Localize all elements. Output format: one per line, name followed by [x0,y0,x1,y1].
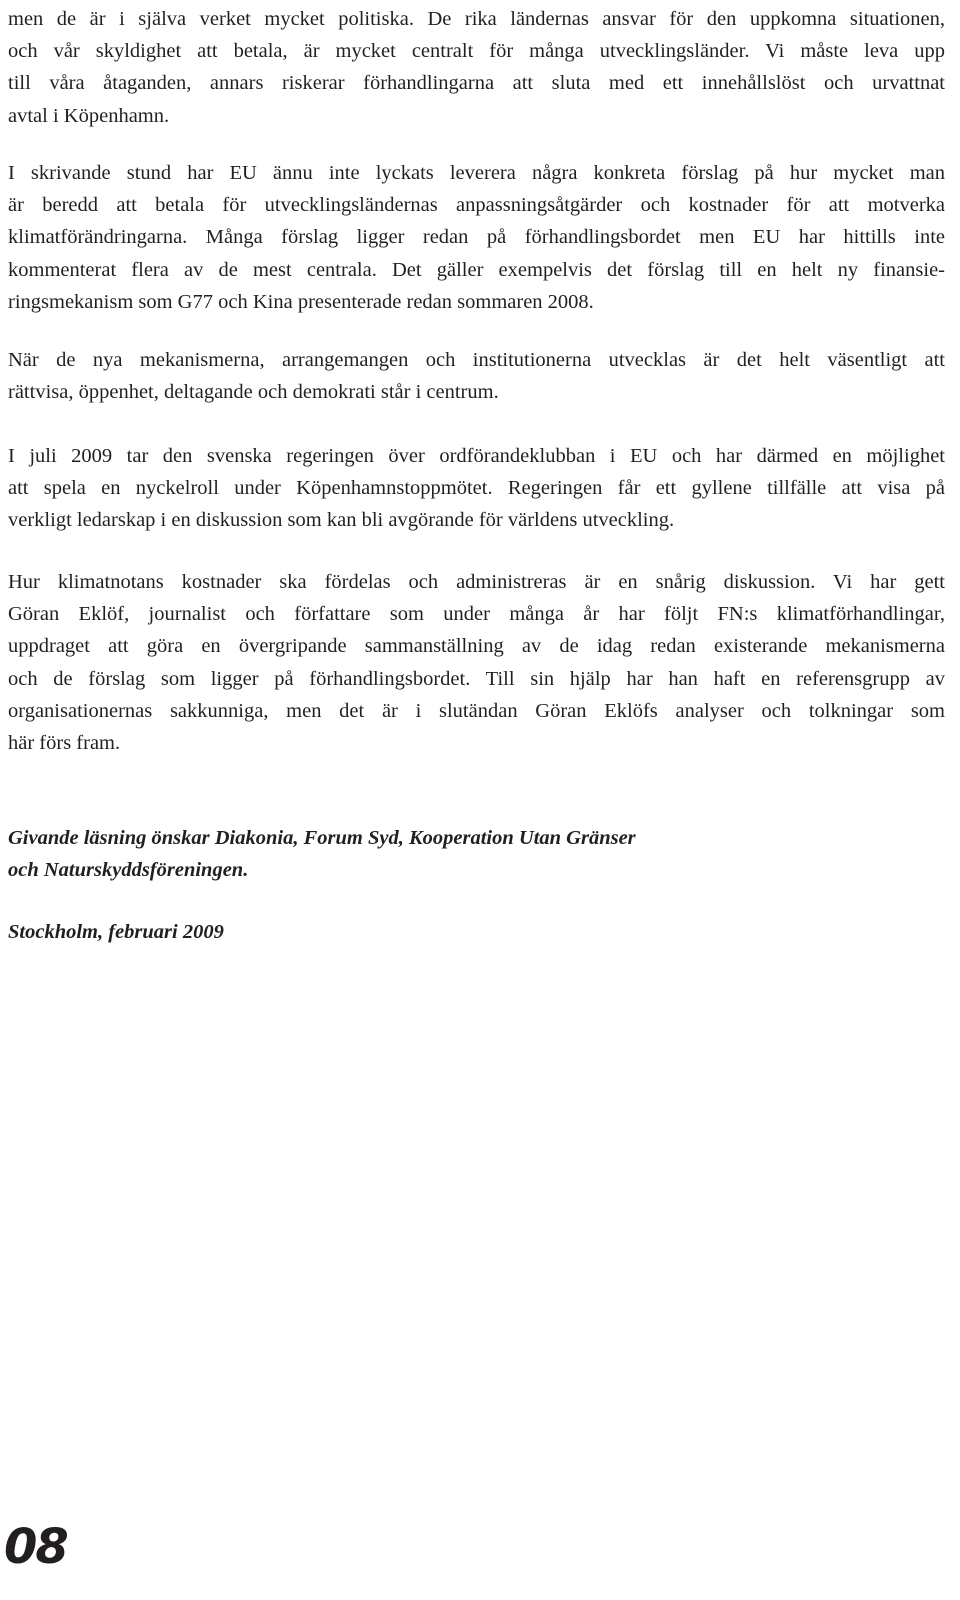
text-line: När de nya mekanismerna, arrangemangen och institutionerna utvecklas är det helt väsentligt att [8,349,945,371]
text-line: rättvisa, öppenhet, deltagande och demokrati står i centrum. [8,381,499,404]
text-line: här förs fram. [8,732,121,755]
text-line: I juli 2009 tar den svenska regeringen över ordförandeklubban i EU och har därmed en möjlighet [8,445,945,467]
text-line: avtal i Köpenhamn. [8,104,170,127]
text-line: och vår skyldighet att betala, är mycket centralt för många utvecklingsländer. Vi måste leva upp [8,40,945,63]
text-line: I skrivande stund har EU ännu inte lyckats leverera några konkreta förslag på hur mycket man [8,162,945,184]
text-line: klimatförändringarna. Många förslag ligger redan på förhandlingsbordet men EU har hittills inte [8,226,945,249]
text-line: organisationernas sakkunniga, men det är i slutändan Göran Eklöfs analyser och tolkningar som [8,699,945,722]
body-paragraph-4 [8,440,945,537]
text-line: till våra åtaganden, annars riskerar förhandlingarna att sluta med ett innehållslöst och urvattnat [8,72,945,95]
closing-greeting-line: och Naturskyddsföreningen. [8,859,249,881]
body-paragraph-3 [8,344,945,408]
text-line: ringsmekanism som G77 och Kina presenterade redan sommaren 2008. [8,290,594,313]
text-line: Göran Eklöf, journalist och författare som under många år har följt FN:s klimatförhandlingar, [8,603,945,626]
text-line: kommenterat flera av de mest centrala. Det gäller exempelvis det förslag till en helt ny finansie- [8,258,945,281]
text-line: uppdraget att göra en övergripande sammanställning av de idag redan existerande mekanismerna [8,635,945,658]
body-paragraph-5 [8,566,945,759]
place-date-text: Stockholm, februari 2009 [8,921,224,943]
closing-greeting-line: Givande läsning önskar Diakonia, Forum Syd, Kooperation Utan Gränser [8,827,636,849]
text-line: är beredd att betala för utvecklingsländernas anpassningsåtgärder och kostnader för att motverka [8,194,945,217]
text-line: men de är i själva verket mycket politiska. De rika ländernas ansvar för den uppkomna situationen, [8,8,945,30]
closing-greeting [8,822,636,886]
text-line: och de förslag som ligger på förhandlingsbordet. Till sin hjälp har han haft en referensgrupp av [8,667,945,690]
text-line: att spela en nyckelroll under Köpenhamnstoppmötet. Regeringen får ett gyllene tillfälle att visa på [8,477,945,500]
page-number: 08 [4,1519,67,1575]
text-line: verkligt ledarskap i en diskussion som kan bli avgörande för världens utveckling. [8,509,675,532]
body-paragraph-2 [8,157,945,318]
body-paragraph-1 [8,3,945,132]
place-date [8,916,224,948]
text-line: Hur klimatnotans kostnader ska fördelas och administreras är en snårig diskussion. Vi har gett [8,571,945,593]
